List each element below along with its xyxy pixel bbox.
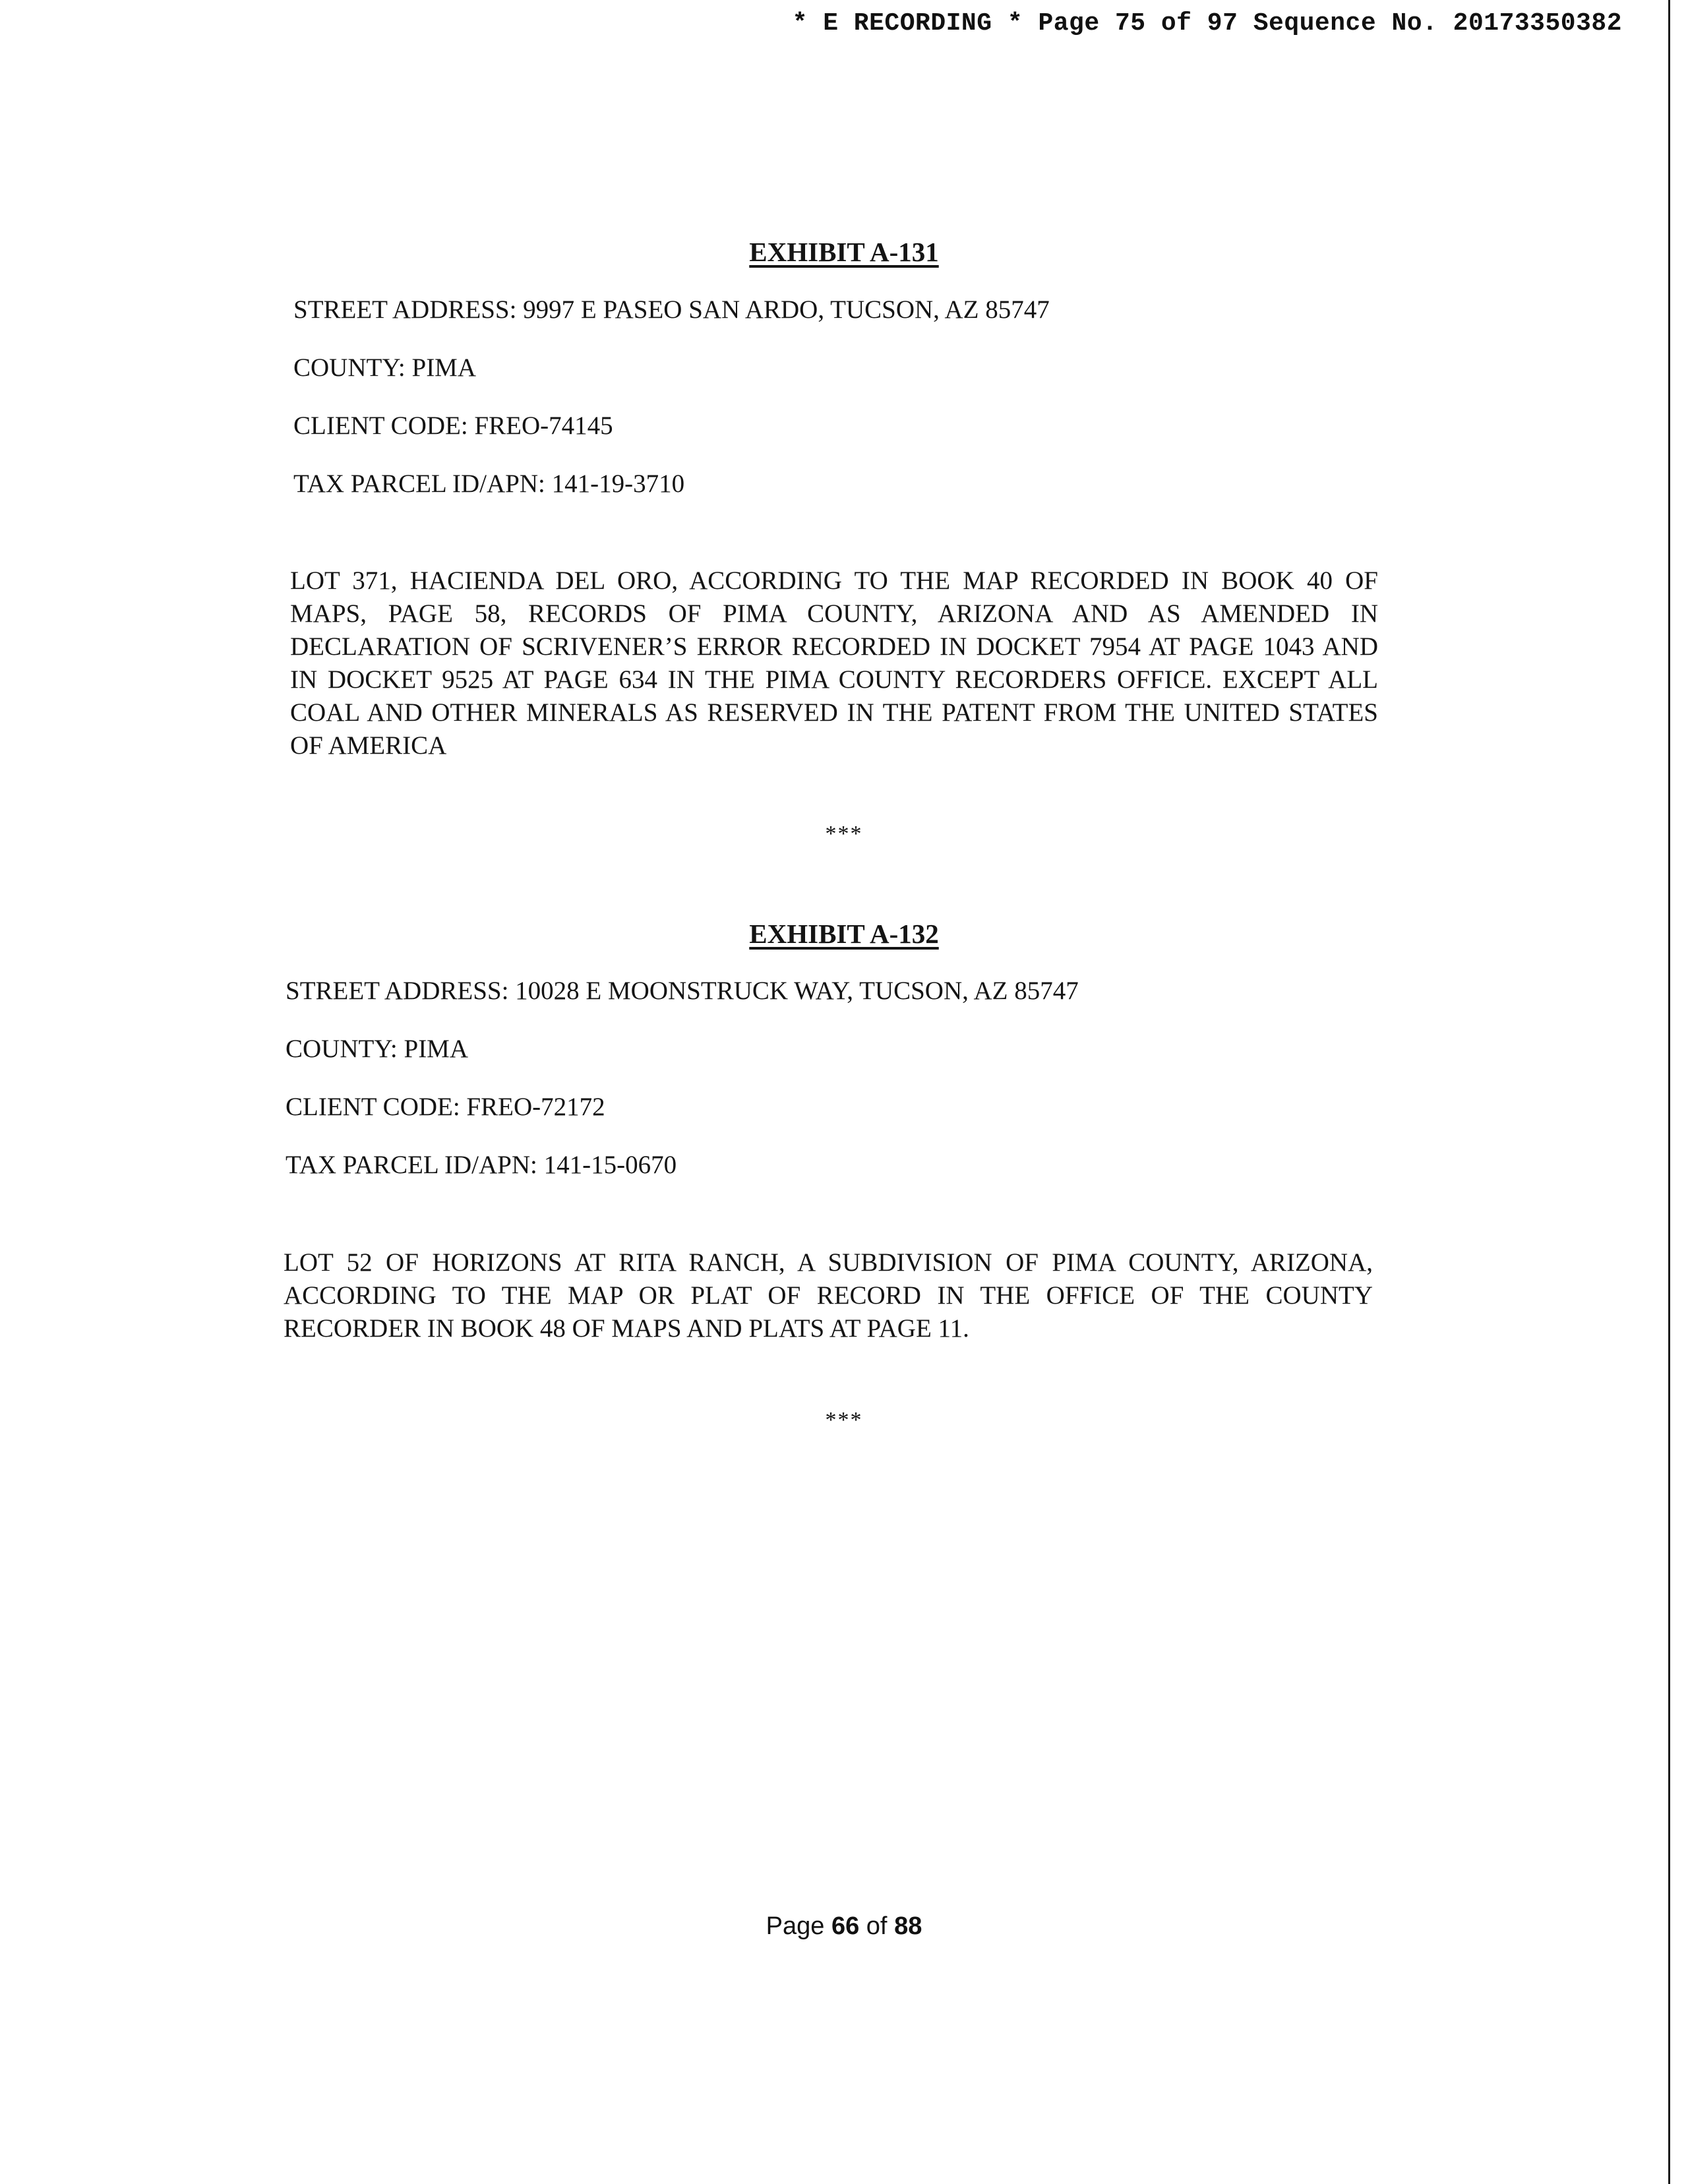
exhibit-title: EXHIBIT A-131 [749, 237, 939, 267]
street-address: STREET ADDRESS: 10028 E MOONSTRUCK WAY, TUCSON, AZ 85747 [286, 977, 1079, 1005]
page-of-label: of [866, 1912, 888, 1940]
section-separator: *** [825, 822, 863, 846]
page-label: Page [766, 1912, 825, 1940]
county: COUNTY: PIMA [286, 1035, 469, 1063]
client-code: CLIENT CODE: FREO-72172 [286, 1093, 605, 1121]
county: COUNTY: PIMA [293, 353, 477, 382]
exhibit-title: EXHIBIT A-132 [749, 919, 939, 949]
page-footer [0, 1912, 1688, 1941]
section-separator: *** [825, 1408, 863, 1432]
legal-description: LOT 52 OF HORIZONS AT RITA RANCH, A SUBDIVISION OF PIMA COUNTY, ARIZONA, ACCORDING TO THE MAP OR PLAT OF RECORD IN THE OFFICE OF THE COUNTY RECORDER IN BOOK 48 OF MAPS AND PLATS AT PAGE 11. [284, 1248, 1373, 1343]
current-page-number: 66 [831, 1912, 860, 1940]
total-pages-number: 88 [894, 1912, 922, 1940]
page-edge-line [1668, 0, 1670, 2184]
legal-description: LOT 371, HACIENDA DEL ORO, ACCORDING TO THE MAP RECORDED IN BOOK 40 OF MAPS, PAGE 58, RECORDS OF PIMA COUNTY, ARIZONA AND AS AMENDED IN DECLARATION OF SCRIVENER’S ERROR RECORDED IN DOCKET 7954 AT PAGE 1043 AND IN DOCKET 9525 AT PAGE 634 IN THE PIMA COUNTY RECORDERS OFFICE. EXCEPT ALL COAL AND OTHER MINERALS AS RESERVED IN THE PATENT FROM THE UNITED STATES OF AMERICA [290, 566, 1378, 760]
tax-parcel-id: TAX PARCEL ID/APN: 141-19-3710 [293, 470, 685, 498]
client-code: CLIENT CODE: FREO-74145 [293, 411, 613, 440]
tax-parcel-id: TAX PARCEL ID/APN: 141-15-0670 [286, 1151, 677, 1179]
recording-header: * E RECORDING * Page 75 of 97 Sequence No. 20173350382 [792, 9, 1622, 38]
street-address: STREET ADDRESS: 9997 E PASEO SAN ARDO, TUCSON, AZ 85747 [293, 295, 1050, 324]
